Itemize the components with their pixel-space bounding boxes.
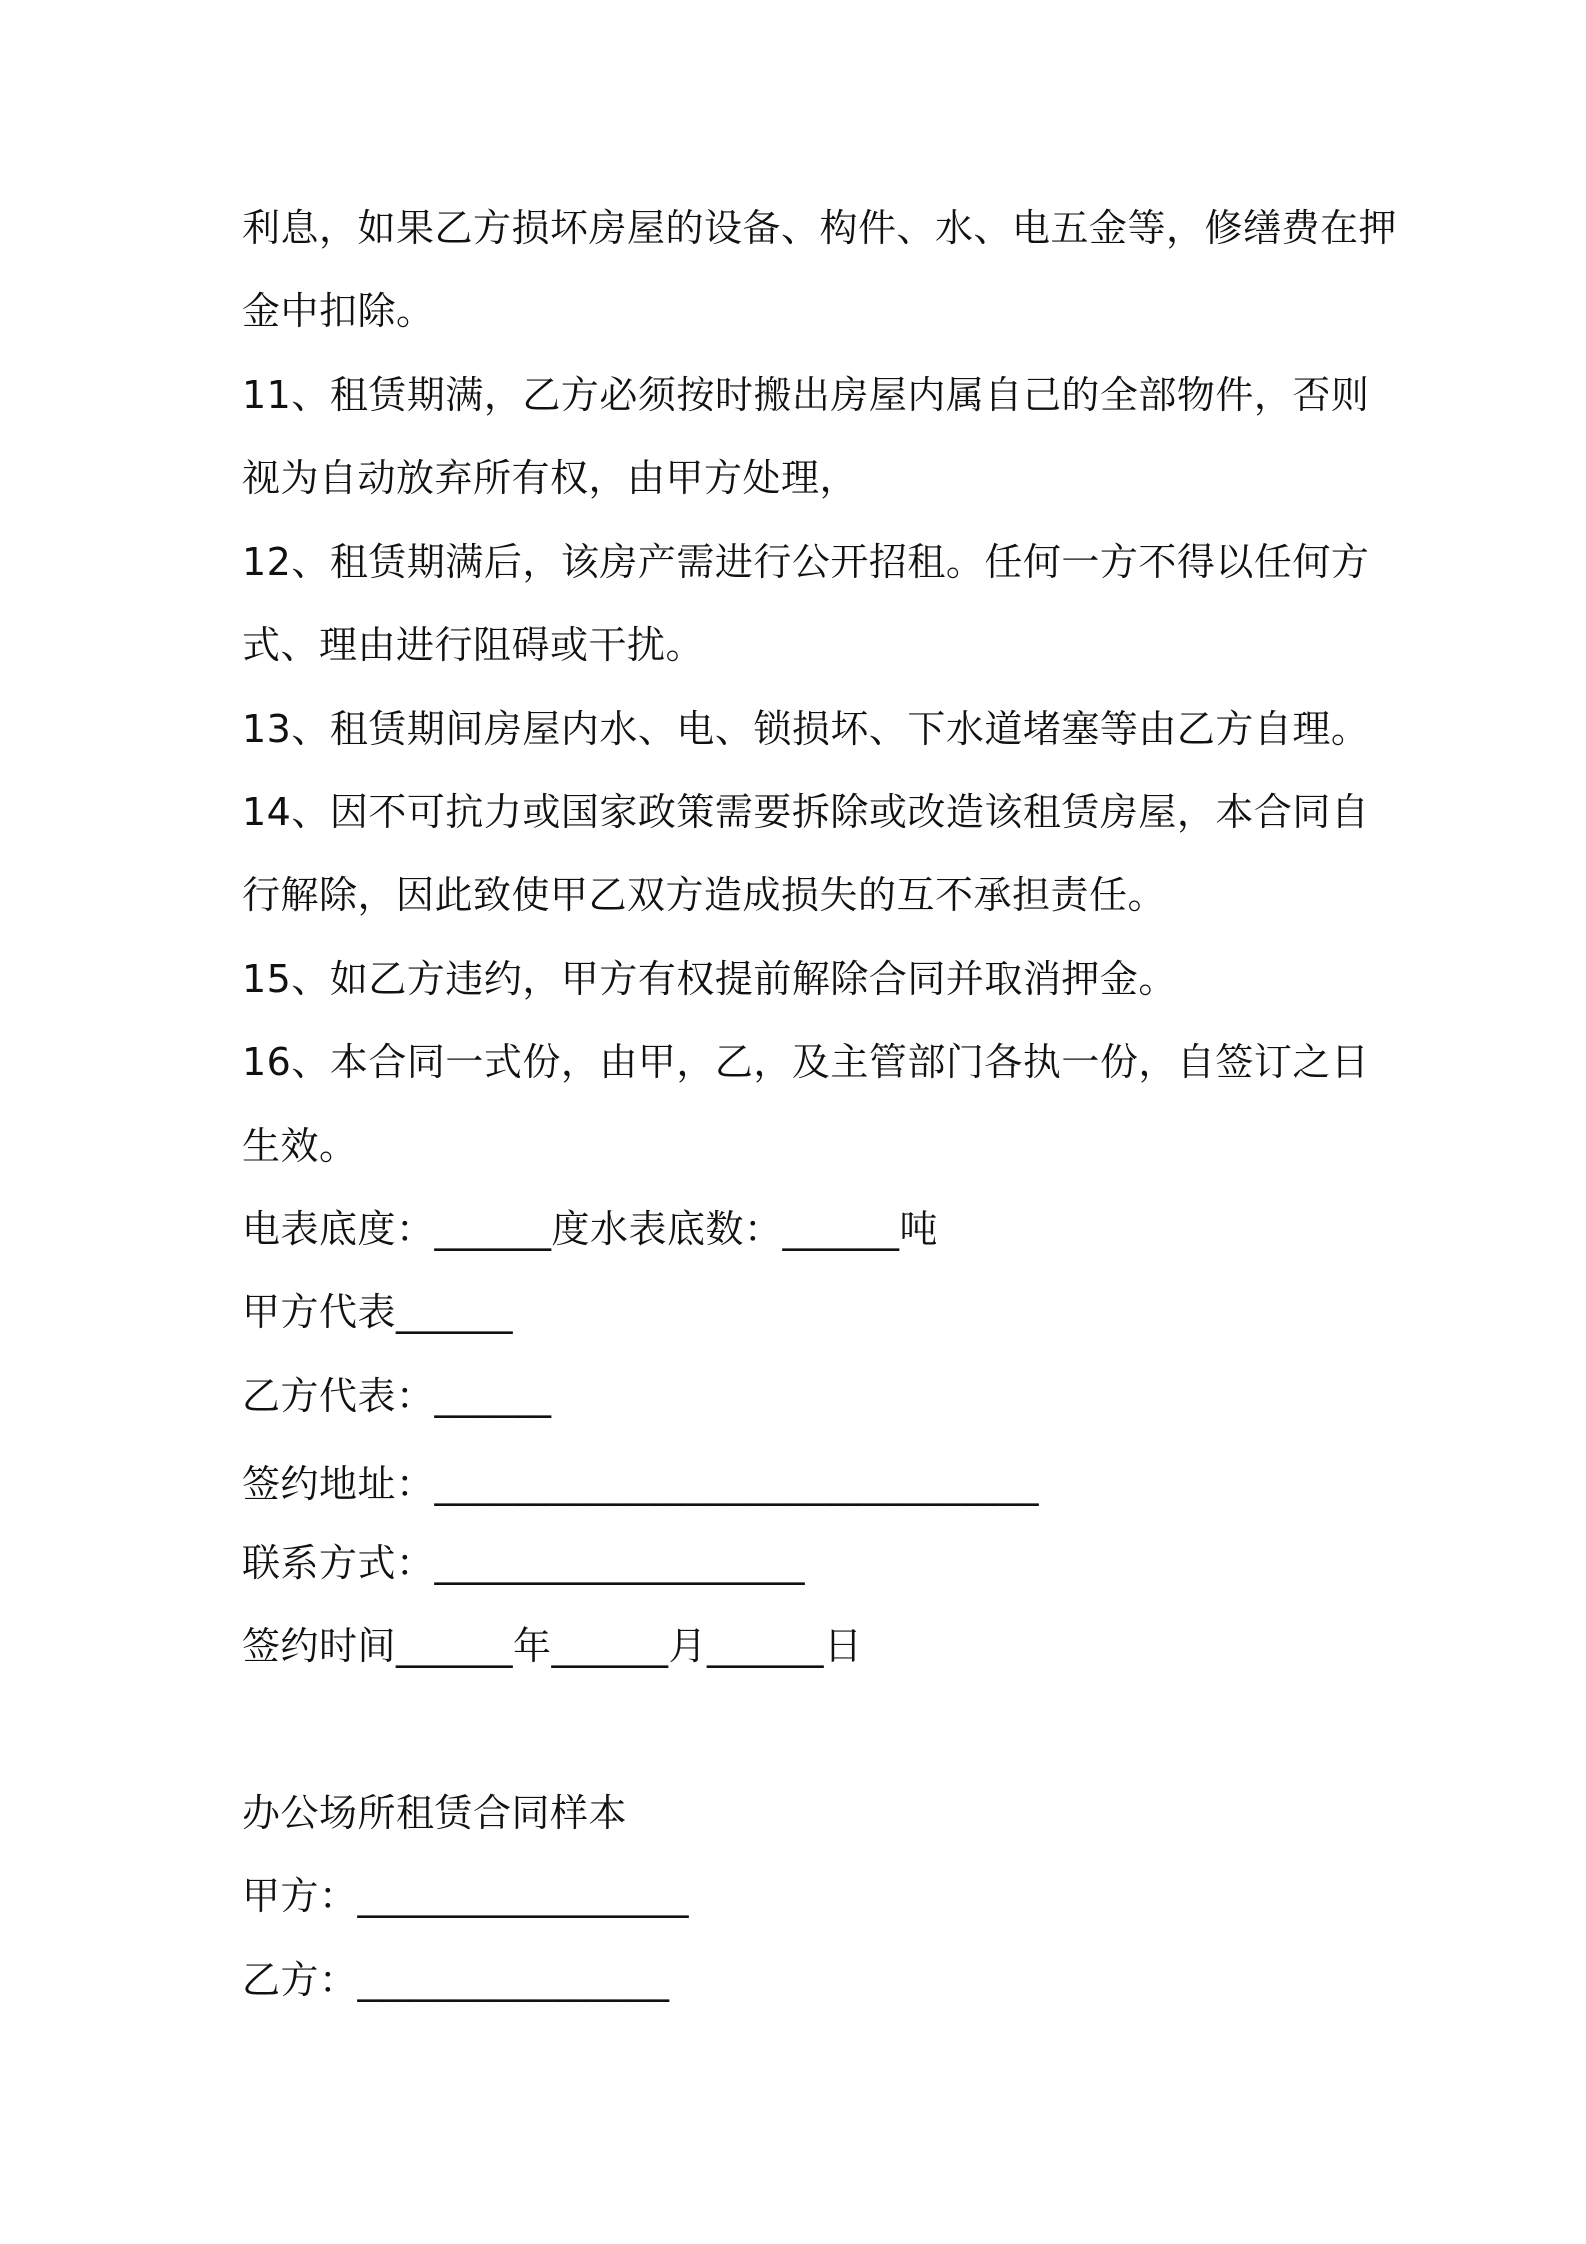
clause-15-line-1: 15、如乙方违约，甲方有权提前解除合同并取消押金。	[242, 957, 1177, 1001]
meter-reading-field: 电表底度：______度水表底数：______吨	[242, 1207, 939, 1251]
clause-11-line-2: 视为自动放弃所有权，由甲方处理，	[242, 456, 859, 500]
clause-12-line-1: 12、租赁期满后，该房产需进行公开招租。任何一方不得以任何方	[242, 540, 1370, 584]
second-contract-title: 办公场所租赁合同样本	[242, 1791, 628, 1835]
clause-16-line-1: 16、本合同一式份，由甲，乙，及主管部门各执一份，自签订之日	[242, 1040, 1370, 1084]
clause-10-line-1: 利息，如果乙方损坏房屋的设备、构件、水、电五金等，修缮费在押	[242, 206, 1398, 250]
clause-10-line-2: 金中扣除。	[242, 289, 435, 333]
clause-14-line-2: 行解除，因此致使甲乙双方造成损失的互不承担责任。	[242, 873, 1167, 917]
clause-16-line-2: 生效。	[242, 1124, 358, 1168]
clause-13-line-1: 13、租赁期间房屋内水、电、锁损坏、下水道堵塞等由乙方自理。	[242, 707, 1370, 751]
party-b-representative-field: 乙方代表：______	[242, 1374, 552, 1418]
sign-address-field: 签约地址：_______________________________	[242, 1462, 1040, 1506]
clause-11-line-1: 11、租赁期满，乙方必须按时搬出房屋内属自己的全部物件，否则	[242, 373, 1370, 417]
sign-date-field: 签约时间______年______月______日	[242, 1624, 863, 1668]
second-contract-party-b: 乙方：________________	[242, 1958, 670, 2002]
contact-field: 联系方式：___________________	[242, 1541, 806, 1585]
party-a-representative-field: 甲方代表______	[242, 1290, 514, 1334]
clause-14-line-1: 14、因不可抗力或国家政策需要拆除或改造该租赁房屋，本合同自	[242, 790, 1370, 834]
clause-12-line-2: 式、理由进行阻碍或干扰。	[242, 623, 705, 667]
second-contract-party-a: 甲方：_________________	[242, 1874, 690, 1918]
